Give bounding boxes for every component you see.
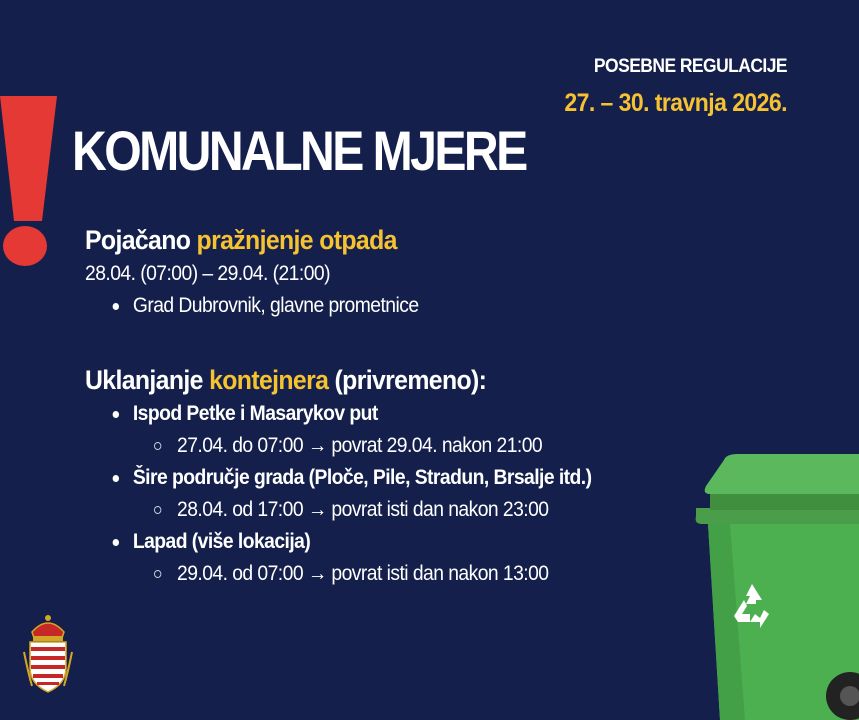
dubrovnik-crest-icon (22, 612, 74, 696)
regulation-dates: 27. – 30. travnja 2026. (564, 89, 787, 117)
content-block (85, 222, 725, 590)
section1-heading-highlight: pražnjenje otpada (196, 225, 397, 255)
list-item-detail: 28.04. od 17:00 → povrat isti dan nakon 23:00 (85, 494, 674, 526)
list-item: Lapad (više lokacija) (85, 526, 674, 558)
spacer (85, 322, 725, 362)
list-item: Ispod Petke i Masarykov put (85, 398, 674, 430)
regulation-tag: POSEBNE REGULACIJE (593, 56, 787, 77)
list-item-detail: 29.04. od 07:00 → povrat isti dan nakon 13:00 (85, 558, 674, 590)
section2-heading-prefix: Uklanjanje (85, 365, 203, 395)
section1-bullet: Grad Dubrovnik, glavne prometnice (85, 290, 674, 322)
section2-heading-highlight: kontejnera (209, 365, 329, 395)
list-item-detail: 27.04. do 07:00 → povrat 29.04. nakon 21:00 (85, 430, 674, 462)
section1-heading (85, 222, 674, 258)
section2-heading (85, 362, 674, 398)
section1-dates: 28.04. (07:00) – 29.04. (21:00) (85, 262, 330, 285)
section1-heading-prefix: Pojačano (85, 225, 191, 255)
exclamation-mark-icon (0, 96, 60, 276)
recycle-bin-icon (690, 450, 859, 720)
list-item: Šire područje grada (Ploče, Pile, Stradun, Brsalje itd.) (85, 462, 674, 494)
section2-heading-suffix: (privremeno): (334, 365, 487, 395)
page-title: KOMUNALNE MJERE (72, 119, 526, 182)
